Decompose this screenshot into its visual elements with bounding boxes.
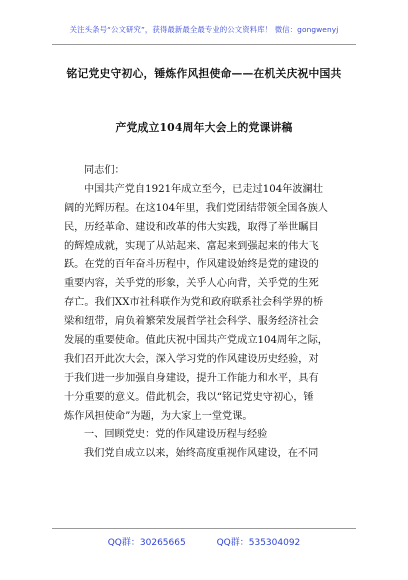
footer-divider: [52, 528, 356, 529]
body-line: 重要内容，关乎党的形象，关乎人心向背，关乎党的生死: [64, 278, 319, 290]
body-line: 阔的光辉历程。在这104年里，我们党团结带领全国各族人: [64, 202, 328, 214]
body-line: 我们召开此次大会，深入学习党的作风建设历史经验，对: [64, 353, 319, 365]
body-line: 的辉煌成就，实现了从站起来、富起来到强起来的伟大飞: [64, 240, 319, 252]
header-divider: [52, 44, 356, 45]
body-line: 中国共产党自1921年成立至今，已走过104年波澜壮: [84, 183, 323, 195]
footer-qq-group-2: QQ群：535304092: [216, 538, 301, 548]
footer-qq-group-1: QQ群：30265665: [107, 538, 186, 548]
salutation: 同志们：: [84, 165, 125, 176]
body-line: 我们党自成立以来，始终高度重视作风建设，在不同: [84, 448, 319, 460]
body-line: 于我们进一步加强自身建设，提升工作能力和水平，具有: [64, 372, 319, 384]
body-line: 炼作风担使命”为题，为大家上一堂党课。: [64, 410, 253, 422]
section-heading: 一、回顾党史：党的作风建设历程与经验: [84, 429, 268, 441]
body-line: 梁和纽带，肩负着繁荣发展哲学社会科学、服务经济社会: [64, 316, 319, 328]
body-line: 跃。在党的百年奋斗历程中，作风建设始终是党的建设的: [64, 259, 319, 271]
header-banner: 关注头条号“公文研究”，获得最新最全最专业的公文资料库！ 微信：gongwenyj: [69, 25, 339, 34]
document-title-line-1: 铭记党史守初心，锤炼作风担使命——在机关庆祝中国共: [66, 67, 342, 80]
body-line: 十分重要的意义。借此机会，我以“铭记党史守初心，锤: [64, 391, 314, 403]
footer: [0, 535, 408, 548]
body-line: 发展的重要使命。值此庆祝中国共产党成立104周年之际，: [64, 335, 328, 347]
document-title-line-2: 产党成立104周年大会上的党课讲稿: [115, 121, 293, 134]
document-body: [64, 162, 350, 464]
body-line: 存亡。我们XX市社科联作为党和政府联系社会科学界的桥: [64, 297, 324, 309]
body-line: 民，历经革命、建设和改革的伟大实践，取得了举世瞩目: [64, 221, 319, 233]
